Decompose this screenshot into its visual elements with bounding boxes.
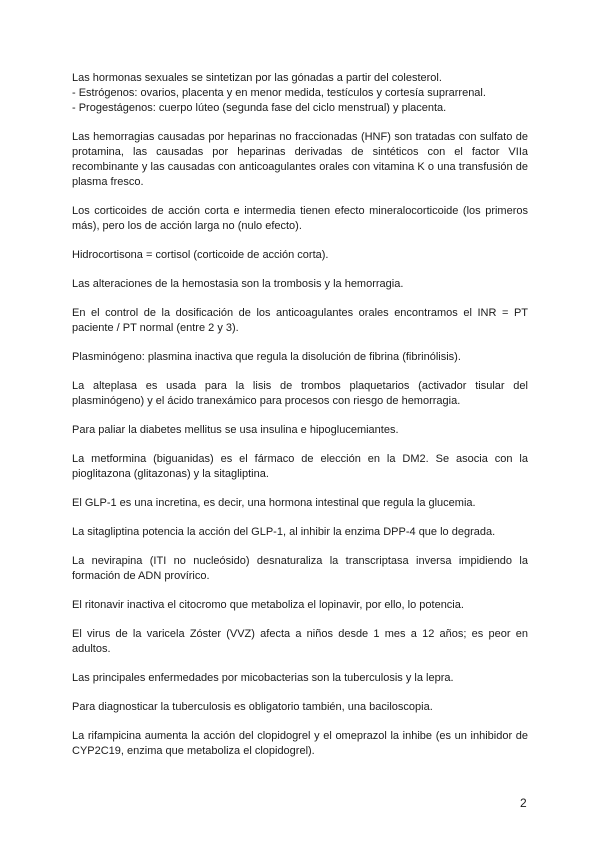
paragraph-rifampicin: La rifampicina aumenta la acción del clopidogrel y el omeprazol la inhibe (es un inhibidor de CYP2C19, enzima que metaboliza el clopidogrel). xyxy=(72,730,528,757)
paragraph-corticoids: Los corticoides de acción corta e intermedia tienen efecto mineralocorticoide (los primeros más), pero los de acción larga no (nulo efecto). xyxy=(72,205,528,232)
paragraph-sex-hormones xyxy=(72,71,528,116)
paragraph-tuberculosis: Para diagnosticar la tuberculosis es obligatorio también, una baciloscopia. xyxy=(72,701,433,713)
paragraph-diabetes: Para paliar la diabetes mellitus se usa insulina e hipoglucemiantes. xyxy=(72,424,399,436)
paragraph-hemostasis: Las alteraciones de la hemostasia son la trombosis y la hemorragia. xyxy=(72,278,404,290)
text-line: - Progestágenos: cuerpo lúteo (segunda fase del ciclo menstrual) y placenta. xyxy=(72,102,447,114)
page-number: 2 xyxy=(520,796,527,810)
paragraph-glp1: El GLP-1 es una incretina, es decir, una hormona intestinal que regula la glucemia. xyxy=(72,497,476,509)
paragraph-varicella: El virus de la varicela Zóster (VVZ) afecta a niños desde 1 mes a 12 años; es peor en adultos. xyxy=(72,628,528,655)
paragraph-nevirapine: La nevirapina (ITI no nucleósido) desnaturaliza la transcriptasa inversa impidiendo la formación de ADN provírico. xyxy=(72,555,528,582)
paragraph-hydrocortisone: Hidrocortisona = cortisol (corticoide de acción corta). xyxy=(72,249,329,261)
paragraph-plasminogen: Plasminógeno: plasmina inactiva que regula la disolución de fibrina (fibrinólisis). xyxy=(72,351,461,363)
text-line: Las hormonas sexuales se sintetizan por las gónadas a partir del colesterol. xyxy=(72,72,442,84)
paragraph-alteplase: La alteplasa es usada para la lisis de trombos plaquetarios (activador tisular del plasminógeno) y el ácido tranexámico para procesos con riesgo de hemorragia. xyxy=(72,380,528,407)
paragraph-mycobacteria: Las principales enfermedades por micobacterias son la tuberculosis y la lepra. xyxy=(72,672,454,684)
document-page xyxy=(72,0,528,848)
paragraph-hemorrhage-treatment: Las hemorragias causadas por heparinas no fraccionadas (HNF) son tratadas con sulfato de protamina, las causadas por heparinas derivadas de sintéticos con el factor VIIa recombinante y las causadas con anticoagulantes orales con vitamina K o una transfusión de plasma fresco. xyxy=(72,131,528,188)
paragraph-metformin: La metformina (biguanidas) es el fármaco de elección en la DM2. Se asocia con la pioglitazona (glitazonas) y la sitagliptina. xyxy=(72,453,528,480)
paragraph-sitagliptin: La sitagliptina potencia la acción del GLP-1, al inhibir la enzima DPP-4 que lo degrada. xyxy=(72,526,496,538)
paragraph-inr: En el control de la dosificación de los anticoagulantes orales encontramos el INR = PT paciente / PT normal (entre 2 y 3). xyxy=(72,307,528,334)
text-line: - Estrógenos: ovarios, placenta y en menor medida, testículos y cortesía suprarrenal. xyxy=(72,87,486,99)
paragraph-ritonavir: El ritonavir inactiva el citocromo que metaboliza el lopinavir, por ello, lo potencia. xyxy=(72,599,464,611)
